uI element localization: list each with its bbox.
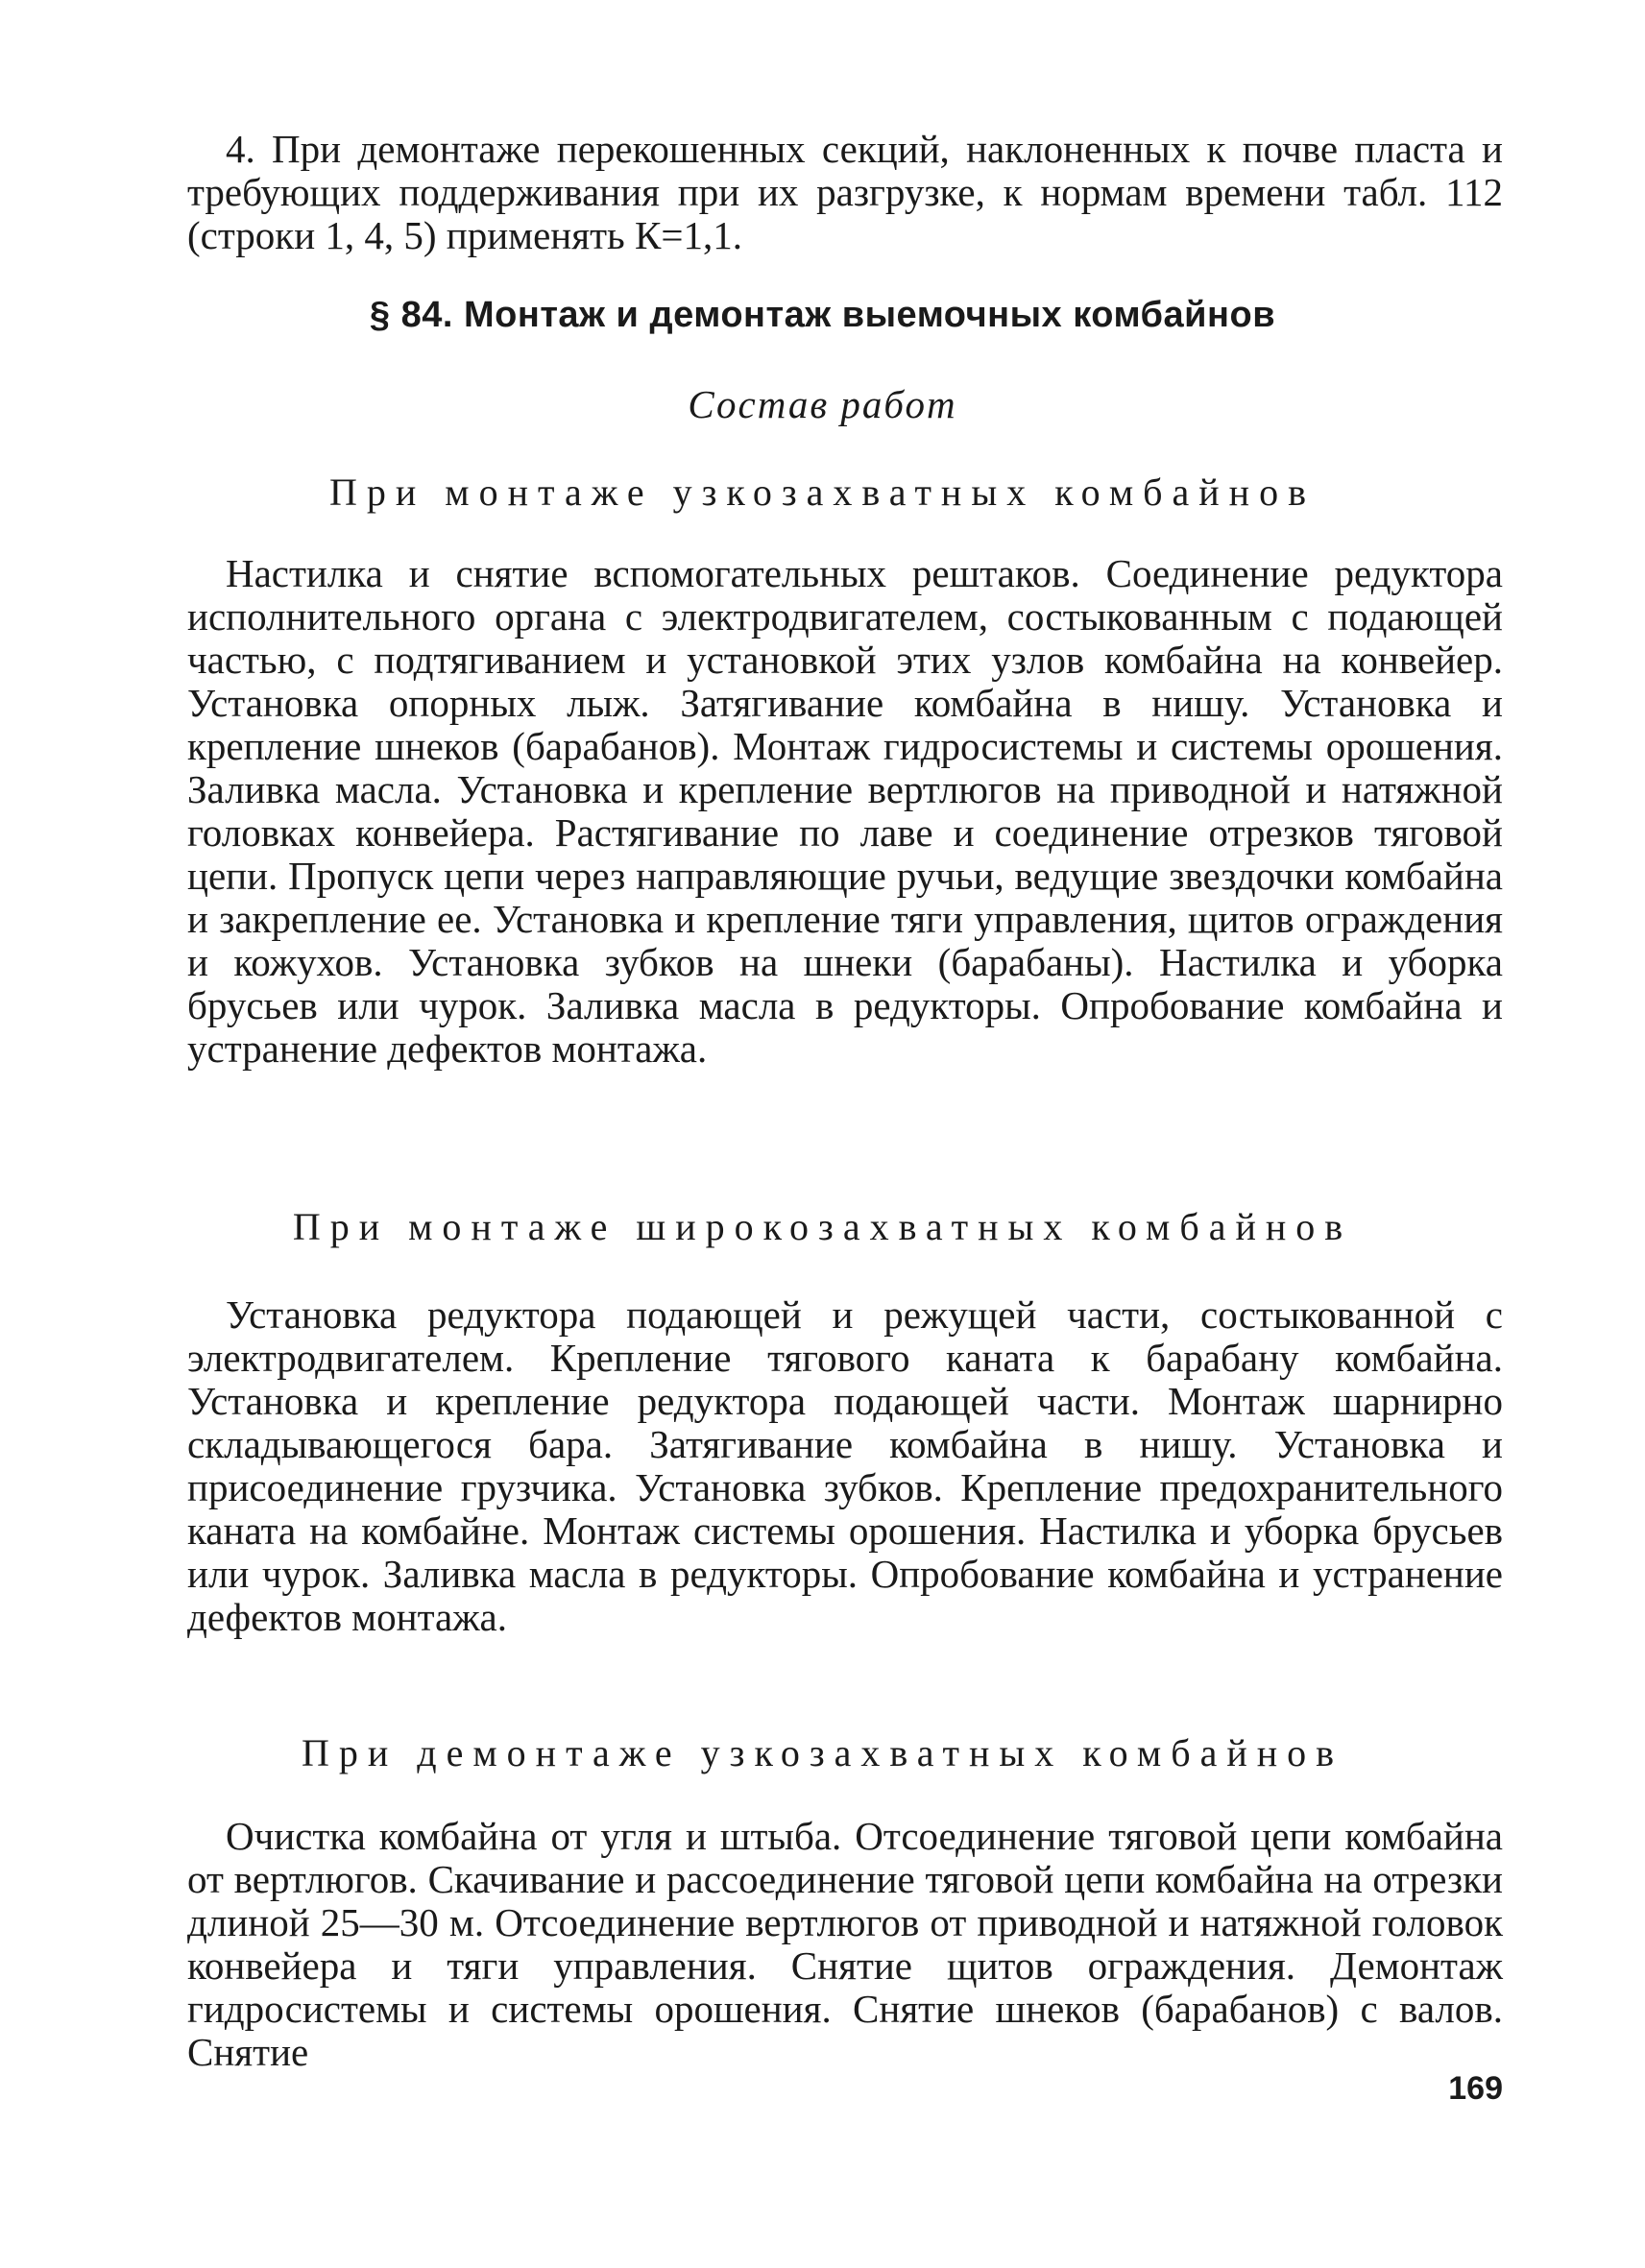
subsection-paragraph: Установка редуктора подающей и режущей части, состыкованной с электродвигателем. Крепление тягового каната к барабану комбайна. Установка и крепление редуктора подающей части. Монтаж шарнирно складывающегося бара. Затягивание комбайна в нишу. Установка и присоединение грузчика. Установка зубков. Крепление предохранительного каната на комбайне. Монтаж системы орошения. Настилка и уборка брусьев или чурок. Заливка масла в редукторы. Опробование комбайна и устранение дефектов монтажа.: [187, 1292, 1503, 1639]
subsection-heading: При монтаже узкозахватных комбайнов: [329, 470, 1316, 514]
page-number: 169: [1448, 2070, 1503, 2107]
subsection-heading: При демонтаже узкозахватных комбайнов: [301, 1731, 1344, 1774]
composition-heading: Состав работ: [688, 382, 957, 426]
note-paragraph: 4. При демонтаже перекошенных секций, наклоненных к почве пласта и требующих поддерживания при их разгрузке, к нормам времени табл. 112 (строки 1, 4, 5) применять К=1,1.: [187, 127, 1503, 257]
subsection-heading: При монтаже широкозахватных комбайнов: [292, 1205, 1353, 1248]
subsection-paragraph: Очистка комбайна от угля и штыба. Отсоединение тяговой цепи комбайна от вертлюгов. Скачивание и рассоединение тяговой цепи комбайна на отрезки длиной 25—30 м. Отсоединение вертлюгов от приводной и натяжной головок конвейера и тяги управления. Снятие щитов ограждения. Демонтаж гидросистемы и системы орошения. Снятие шнеков (барабанов) с валов. Снятие: [187, 1814, 1503, 2074]
section-title: § 84. Монтаж и демонтаж выемочных комбайнов: [369, 295, 1276, 335]
subsection-paragraph: Настилка и снятие вспомогательных рештаков. Соединение редуктора исполнительного органа с электродвигателем, состыкованным с подающей частью, с подтягиванием и установкой этих узлов комбайна на конвейер. Установка опорных лыж. Затягивание комбайна в нишу. Установка и крепление шнеков (барабанов). Монтаж гидросистемы и системы орошения. Заливка масла. Установка и крепление вертлюгов на приводной и натяжной головках конвейера. Растягивание по лаве и соединение отрезков тяговой цепи. Пропуск цепи через направляющие ручьи, ведущие звездочки комбайна и закрепление ее. Установка и крепление тяги управления, щитов ограждения и кожухов. Установка зубков на шнеки (барабаны). Настилка и уборка брусьев или чурок. Заливка масла в редукторы. Опробование комбайна и устранение дефектов монтажа.: [187, 551, 1503, 1071]
